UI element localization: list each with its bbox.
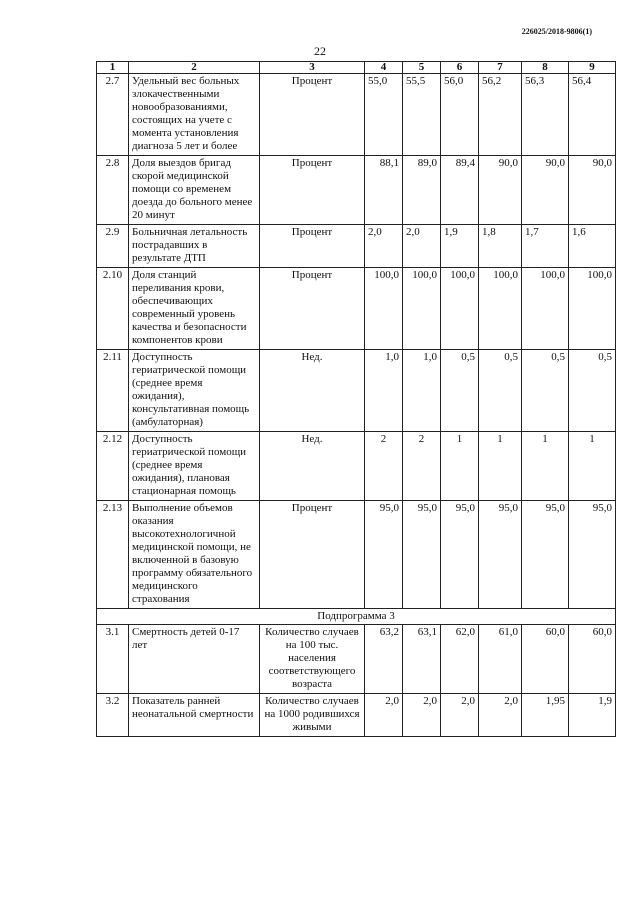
column-header-6: 6 xyxy=(441,62,479,74)
indicator-value: 100,0 xyxy=(403,268,441,350)
indicator-value: 1,8 xyxy=(479,225,522,268)
indicator-value: 63,2 xyxy=(365,625,403,694)
table-body xyxy=(97,74,616,737)
indicator-value: 60,0 xyxy=(522,625,569,694)
table-row xyxy=(97,625,616,694)
indicator-value: 1 xyxy=(441,432,479,501)
indicator-name: Выполнение объемов оказания высокотехнологичной медицинской помощи, не включенной в базовую программу обязательного медицинского страхования xyxy=(129,501,260,609)
row-number: 2.11 xyxy=(97,350,129,432)
unit-of-measure: Процент xyxy=(260,501,365,609)
indicator-value: 63,1 xyxy=(403,625,441,694)
table-row xyxy=(97,432,616,501)
indicator-value: 55,5 xyxy=(403,74,441,156)
indicator-value: 90,0 xyxy=(569,156,616,225)
unit-of-measure: Процент xyxy=(260,268,365,350)
indicator-value: 60,0 xyxy=(569,625,616,694)
indicator-value: 56,4 xyxy=(569,74,616,156)
indicator-value: 2 xyxy=(365,432,403,501)
indicator-value: 56,2 xyxy=(479,74,522,156)
table-row xyxy=(97,156,616,225)
indicator-value: 95,0 xyxy=(441,501,479,609)
column-header-1: 1 xyxy=(97,62,129,74)
unit-of-measure: Нед. xyxy=(260,350,365,432)
indicator-value: 1,0 xyxy=(365,350,403,432)
indicator-value: 0,5 xyxy=(441,350,479,432)
row-number: 2.8 xyxy=(97,156,129,225)
row-number: 3.2 xyxy=(97,694,129,737)
indicator-value: 56,3 xyxy=(522,74,569,156)
row-number: 2.12 xyxy=(97,432,129,501)
indicator-value: 61,0 xyxy=(479,625,522,694)
indicator-value: 0,5 xyxy=(522,350,569,432)
indicator-value: 1 xyxy=(569,432,616,501)
column-header-7: 7 xyxy=(479,62,522,74)
indicator-value: 1,0 xyxy=(403,350,441,432)
indicator-value: 100,0 xyxy=(569,268,616,350)
column-header-5: 5 xyxy=(403,62,441,74)
table-row xyxy=(97,74,616,156)
indicator-value: 0,5 xyxy=(479,350,522,432)
column-header-4: 4 xyxy=(365,62,403,74)
row-number: 2.10 xyxy=(97,268,129,350)
indicator-name: Больничная летальность пострадавших в результате ДТП xyxy=(129,225,260,268)
table-row xyxy=(97,501,616,609)
unit-of-measure: Процент xyxy=(260,225,365,268)
indicator-value: 55,0 xyxy=(365,74,403,156)
indicator-value: 1 xyxy=(479,432,522,501)
indicator-value: 2,0 xyxy=(441,694,479,737)
indicator-value: 2,0 xyxy=(479,694,522,737)
indicator-value: 100,0 xyxy=(365,268,403,350)
unit-of-measure: Количество случаев на 1000 родившихся живыми xyxy=(260,694,365,737)
indicator-name: Показатель ранней неонатальной смертности xyxy=(129,694,260,737)
indicator-value: 88,1 xyxy=(365,156,403,225)
indicator-value: 0,5 xyxy=(569,350,616,432)
indicator-value: 100,0 xyxy=(479,268,522,350)
indicator-value: 56,0 xyxy=(441,74,479,156)
indicator-value: 90,0 xyxy=(522,156,569,225)
indicator-value: 2,0 xyxy=(403,694,441,737)
indicator-value: 100,0 xyxy=(522,268,569,350)
indicator-value: 2,0 xyxy=(365,225,403,268)
unit-of-measure: Процент xyxy=(260,74,365,156)
indicator-name: Доступность гериатрической помощи (среднее время ожидания), плановая стационарная помощь xyxy=(129,432,260,501)
indicator-value: 2 xyxy=(403,432,441,501)
indicator-value: 1,9 xyxy=(441,225,479,268)
document-id: 226025/2018-9806(1) xyxy=(521,27,592,36)
table-row xyxy=(97,694,616,737)
indicator-value: 1 xyxy=(522,432,569,501)
row-number: 2.7 xyxy=(97,74,129,156)
column-header-8: 8 xyxy=(522,62,569,74)
table-row xyxy=(97,225,616,268)
indicator-value: 1,6 xyxy=(569,225,616,268)
column-header-3: 3 xyxy=(260,62,365,74)
indicator-name: Доступность гериатрической помощи (среднее время ожидания), консультативная помощь (амбулаторная) xyxy=(129,350,260,432)
section-row xyxy=(97,609,616,625)
indicator-name: Смертность детей 0-17 лет xyxy=(129,625,260,694)
column-number-row xyxy=(97,62,616,74)
unit-of-measure: Количество случаев на 100 тыс. населения соответствующего возраста xyxy=(260,625,365,694)
indicator-name: Доля станций переливания крови, обеспечивающих современный уровень качества и безопасности компонентов крови xyxy=(129,268,260,350)
table-row xyxy=(97,350,616,432)
indicator-name: Удельный вес больных злокачественными новообразованиями, состоящих на учете с момента установления диагноза 5 лет и более xyxy=(129,74,260,156)
indicator-value: 89,0 xyxy=(403,156,441,225)
unit-of-measure: Процент xyxy=(260,156,365,225)
row-number: 2.9 xyxy=(97,225,129,268)
indicator-value: 1,9 xyxy=(569,694,616,737)
indicator-value: 95,0 xyxy=(569,501,616,609)
indicator-value: 95,0 xyxy=(522,501,569,609)
indicator-value: 1,7 xyxy=(522,225,569,268)
indicators-table xyxy=(96,61,616,737)
row-number: 3.1 xyxy=(97,625,129,694)
unit-of-measure: Нед. xyxy=(260,432,365,501)
page-number: 22 xyxy=(314,44,326,58)
indicator-value: 100,0 xyxy=(441,268,479,350)
indicator-value: 2,0 xyxy=(403,225,441,268)
indicator-value: 2,0 xyxy=(365,694,403,737)
subprogram-label: Подпрограмма 3 xyxy=(97,609,616,625)
table-row xyxy=(97,268,616,350)
indicator-name: Доля выездов бригад скорой медицинской помощи со временем доезда до больного менее 20 минут xyxy=(129,156,260,225)
indicator-value: 1,95 xyxy=(522,694,569,737)
column-header-2: 2 xyxy=(129,62,260,74)
row-number: 2.13 xyxy=(97,501,129,609)
indicator-value: 62,0 xyxy=(441,625,479,694)
indicator-value: 95,0 xyxy=(365,501,403,609)
indicator-value: 90,0 xyxy=(479,156,522,225)
indicator-value: 95,0 xyxy=(479,501,522,609)
column-header-9: 9 xyxy=(569,62,616,74)
indicator-value: 95,0 xyxy=(403,501,441,609)
indicator-value: 89,4 xyxy=(441,156,479,225)
